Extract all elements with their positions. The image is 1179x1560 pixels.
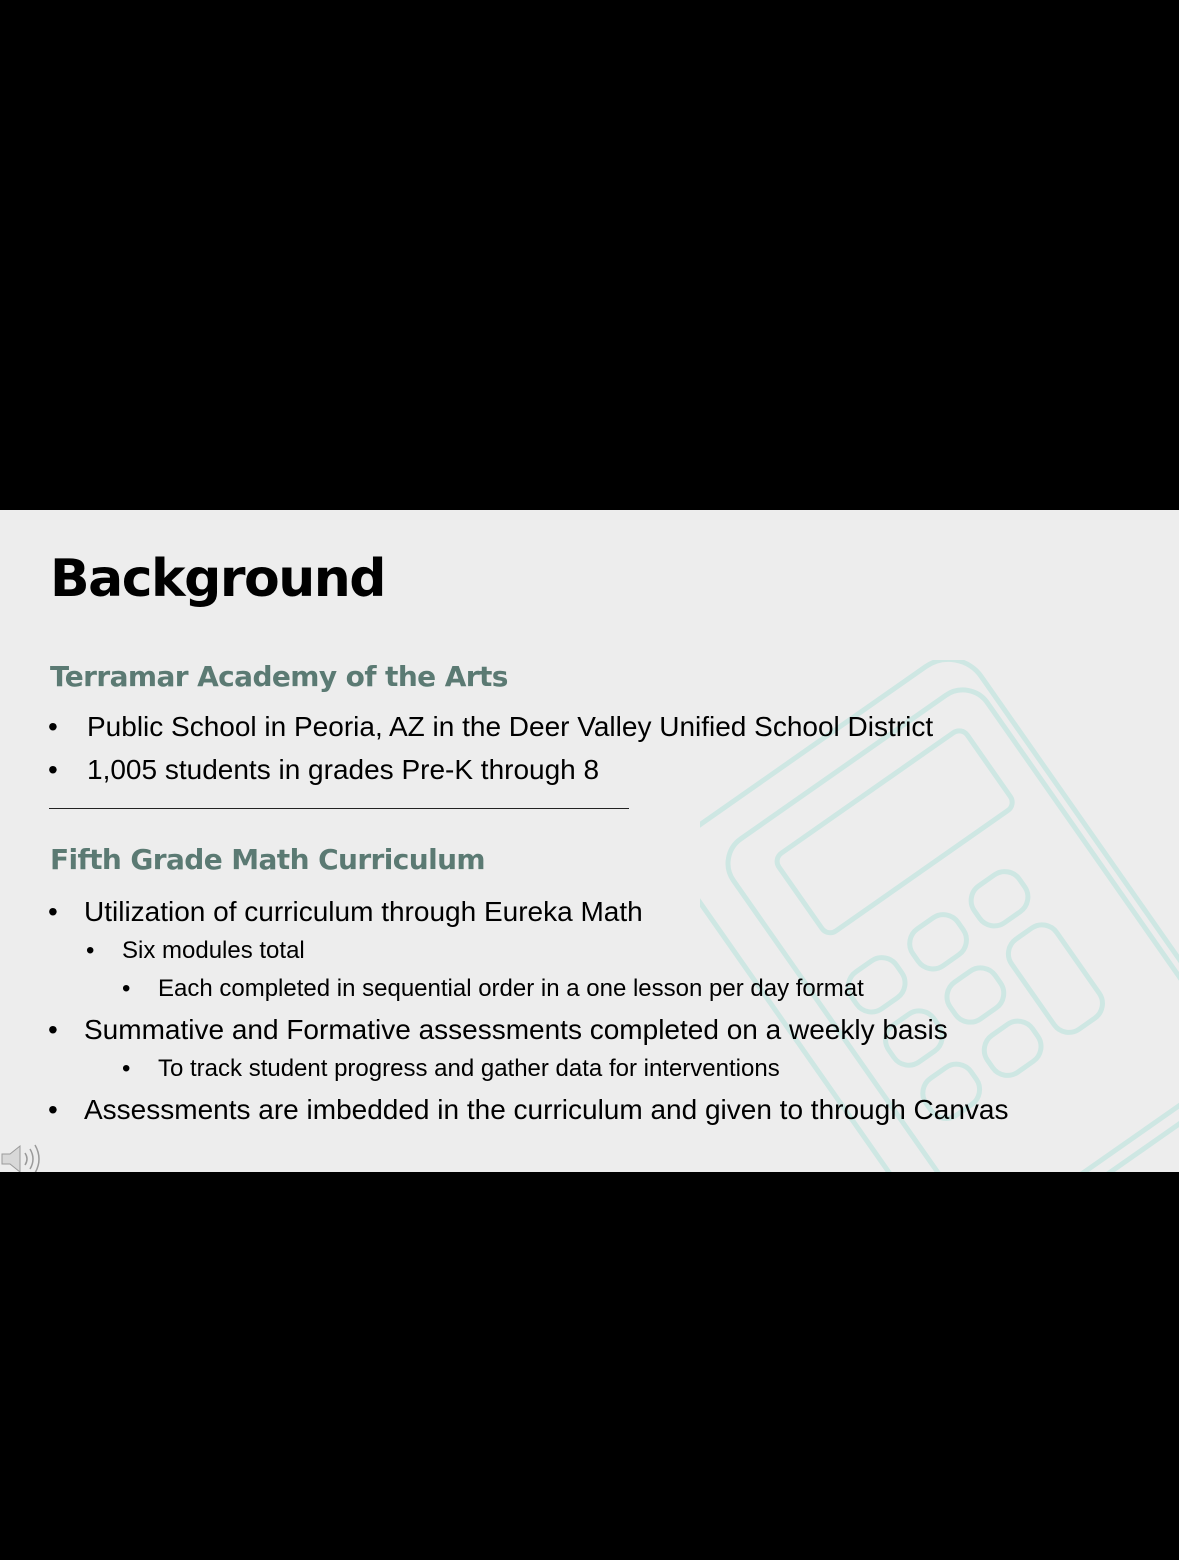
bullet-icon: •: [48, 896, 58, 927]
slide-title: Background: [50, 549, 385, 609]
list-item-text: Six modules total: [122, 937, 305, 964]
speaker-icon[interactable]: [0, 1142, 48, 1172]
section-heading-school: Terramar Academy of the Arts: [50, 660, 508, 693]
bullet-icon: •: [48, 754, 58, 785]
list-item-text: Utilization of curriculum through Eureka Math: [84, 896, 643, 927]
list-item-text: Summative and Formative assessments completed on a weekly basis: [84, 1014, 948, 1045]
bullet-icon: •: [86, 937, 95, 964]
bullet-icon: •: [48, 711, 58, 742]
list-item-text: Each completed in sequential order in a one lesson per day format: [158, 975, 864, 1002]
list-item-text: 1,005 students in grades Pre-K through 8: [87, 754, 600, 785]
bullet-icon: •: [122, 975, 131, 1002]
slide: [0, 510, 1179, 1172]
list-item-text: Public School in Peoria, AZ in the Deer Valley Unified School District: [87, 711, 934, 742]
list-item-text: To track student progress and gather data for interventions: [158, 1055, 780, 1082]
bullet-icon: •: [48, 1094, 58, 1125]
section-divider: [49, 808, 629, 809]
bullet-icon: •: [48, 1014, 58, 1045]
section-heading-curriculum: Fifth Grade Math Curriculum: [50, 843, 485, 876]
list-item-text: Assessments are imbedded in the curriculum and given to through Canvas: [84, 1094, 1009, 1125]
bullet-icon: •: [122, 1055, 131, 1082]
